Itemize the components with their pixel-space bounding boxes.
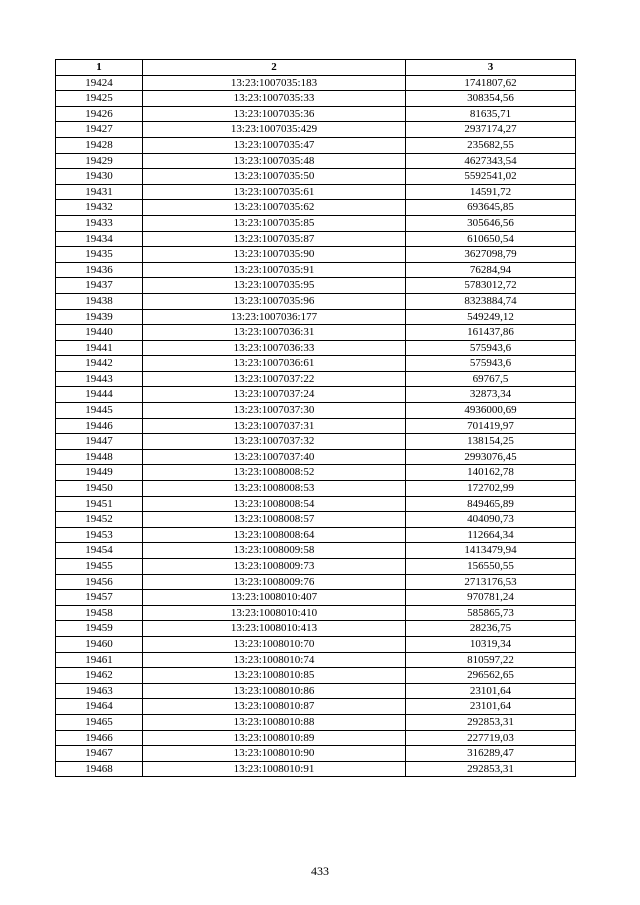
value-cell: 292853,31 [406,761,576,777]
cadastral-number-cell: 13:23:1007035:90 [143,247,406,263]
table-row [56,496,576,512]
table-row [56,91,576,107]
cadastral-number-cell: 13:23:1008010:85 [143,668,406,684]
table-row [56,543,576,559]
cadastral-number-cell: 13:23:1008008:64 [143,527,406,543]
table-row [56,200,576,216]
value-cell: 23101,64 [406,683,576,699]
table-row [56,574,576,590]
value-cell: 76284,94 [406,262,576,278]
row-number-cell: 19446 [56,418,143,434]
value-cell: 4936000,69 [406,403,576,419]
table-row [56,293,576,309]
row-number-cell: 19444 [56,387,143,403]
row-number-cell: 19448 [56,449,143,465]
cadastral-number-cell: 13:23:1007035:183 [143,75,406,91]
value-cell: 693645,85 [406,200,576,216]
cadastral-number-cell: 13:23:1007035:62 [143,200,406,216]
table-body [56,75,576,777]
value-cell: 10319,34 [406,636,576,652]
cadastral-number-cell: 13:23:1007037:24 [143,387,406,403]
table-row [56,527,576,543]
value-cell: 8323884,74 [406,293,576,309]
row-number-cell: 19438 [56,293,143,309]
value-cell: 585865,73 [406,605,576,621]
row-number-cell: 19428 [56,137,143,153]
cadastral-number-cell: 13:23:1007035:96 [143,293,406,309]
cadastral-number-cell: 13:23:1007037:32 [143,434,406,450]
row-number-cell: 19451 [56,496,143,512]
value-cell: 1741807,62 [406,75,576,91]
table-row [56,434,576,450]
value-cell: 138154,25 [406,434,576,450]
cadastral-number-cell: 13:23:1008010:413 [143,621,406,637]
table-row [56,387,576,403]
value-cell: 5592541,02 [406,169,576,185]
table-row [56,122,576,138]
page-number: 433 [311,864,329,878]
row-number-cell: 19429 [56,153,143,169]
row-number-cell: 19435 [56,247,143,263]
value-cell: 810597,22 [406,652,576,668]
column-header-3: 3 [406,60,576,76]
cadastral-number-cell: 13:23:1008010:70 [143,636,406,652]
cadastral-number-cell: 13:23:1007036:61 [143,356,406,372]
value-cell: 1413479,94 [406,543,576,559]
table-row [56,699,576,715]
cadastral-number-cell: 13:23:1007035:95 [143,278,406,294]
cadastral-number-cell: 13:23:1007037:40 [143,449,406,465]
cadastral-number-cell: 13:23:1007036:33 [143,340,406,356]
cadastral-number-cell: 13:23:1007035:50 [143,169,406,185]
table-row [56,449,576,465]
row-number-cell: 19432 [56,200,143,216]
value-cell: 308354,56 [406,91,576,107]
cadastral-number-cell: 13:23:1008010:86 [143,683,406,699]
value-cell: 5783012,72 [406,278,576,294]
table-row [56,356,576,372]
table-row [56,278,576,294]
row-number-cell: 19463 [56,683,143,699]
table-row [56,137,576,153]
row-number-cell: 19425 [56,91,143,107]
table-row [56,481,576,497]
value-cell: 575943,6 [406,340,576,356]
table-row [56,714,576,730]
table-row [56,683,576,699]
table-row [56,75,576,91]
value-cell: 316289,47 [406,746,576,762]
row-number-cell: 19434 [56,231,143,247]
value-cell: 2937174,27 [406,122,576,138]
row-number-cell: 19450 [56,481,143,497]
value-cell: 140162,78 [406,465,576,481]
value-cell: 4627343,54 [406,153,576,169]
row-number-cell: 19430 [56,169,143,185]
table-row [56,309,576,325]
table-row [56,231,576,247]
row-number-cell: 19456 [56,574,143,590]
cadastral-number-cell: 13:23:1008008:57 [143,512,406,528]
table-row [56,215,576,231]
column-header-1: 1 [56,60,143,76]
value-cell: 2993076,45 [406,449,576,465]
value-cell: 112664,34 [406,527,576,543]
cadastral-number-cell: 13:23:1008009:76 [143,574,406,590]
row-number-cell: 19462 [56,668,143,684]
value-cell: 404090,73 [406,512,576,528]
cadastral-number-cell: 13:23:1007035:61 [143,184,406,200]
cadastral-number-cell: 13:23:1008010:410 [143,605,406,621]
table-row [56,636,576,652]
table-row [56,465,576,481]
cadastral-number-cell: 13:23:1008010:89 [143,730,406,746]
value-cell: 575943,6 [406,356,576,372]
row-number-cell: 19457 [56,590,143,606]
value-cell: 3627098,79 [406,247,576,263]
row-number-cell: 19433 [56,215,143,231]
table-row [56,746,576,762]
table-row [56,340,576,356]
cadastral-number-cell: 13:23:1007035:91 [143,262,406,278]
cadastral-number-cell: 13:23:1008008:52 [143,465,406,481]
cadastral-number-cell: 13:23:1008008:53 [143,481,406,497]
value-cell: 292853,31 [406,714,576,730]
cadastral-number-cell: 13:23:1008009:58 [143,543,406,559]
cadastral-number-cell: 13:23:1008010:90 [143,746,406,762]
row-number-cell: 19424 [56,75,143,91]
value-cell: 296562,65 [406,668,576,684]
row-number-cell: 19466 [56,730,143,746]
row-number-cell: 19442 [56,356,143,372]
row-number-cell: 19458 [56,605,143,621]
value-cell: 701419,97 [406,418,576,434]
value-cell: 235682,55 [406,137,576,153]
table-row [56,512,576,528]
row-number-cell: 19439 [56,309,143,325]
row-number-cell: 19436 [56,262,143,278]
table-row [56,559,576,575]
value-cell: 81635,71 [406,106,576,122]
cadastral-number-cell: 13:23:1007035:85 [143,215,406,231]
row-number-cell: 19467 [56,746,143,762]
value-cell: 172702,99 [406,481,576,497]
cadastral-number-cell: 13:23:1008009:73 [143,559,406,575]
table-row [56,106,576,122]
column-header-2: 2 [143,60,406,76]
value-cell: 227719,03 [406,730,576,746]
cadastral-number-cell: 13:23:1007035:36 [143,106,406,122]
row-number-cell: 19455 [56,559,143,575]
cadastral-number-cell: 13:23:1007035:47 [143,137,406,153]
table-row [56,262,576,278]
table-row [56,590,576,606]
row-number-cell: 19460 [56,636,143,652]
row-number-cell: 19454 [56,543,143,559]
data-table [55,59,576,777]
value-cell: 305646,56 [406,215,576,231]
table-row [56,403,576,419]
cadastral-number-cell: 13:23:1007036:177 [143,309,406,325]
cadastral-number-cell: 13:23:1007035:48 [143,153,406,169]
cadastral-number-cell: 13:23:1008010:91 [143,761,406,777]
cadastral-number-cell: 13:23:1007037:22 [143,371,406,387]
value-cell: 32873,34 [406,387,576,403]
value-cell: 610650,54 [406,231,576,247]
cadastral-number-cell: 13:23:1007037:30 [143,403,406,419]
value-cell: 970781,24 [406,590,576,606]
value-cell: 69767,5 [406,371,576,387]
table-row [56,418,576,434]
table-row [56,605,576,621]
row-number-cell: 19453 [56,527,143,543]
table-row [56,184,576,200]
row-number-cell: 19449 [56,465,143,481]
table-row [56,325,576,341]
value-cell: 14591,72 [406,184,576,200]
table-row [56,730,576,746]
value-cell: 161437,86 [406,325,576,341]
table-header-row [56,60,576,76]
cadastral-number-cell: 13:23:1007036:31 [143,325,406,341]
row-number-cell: 19459 [56,621,143,637]
cadastral-number-cell: 13:23:1008010:407 [143,590,406,606]
row-number-cell: 19441 [56,340,143,356]
row-number-cell: 19427 [56,122,143,138]
value-cell: 2713176,53 [406,574,576,590]
cadastral-number-cell: 13:23:1007035:429 [143,122,406,138]
row-number-cell: 19461 [56,652,143,668]
table-row [56,621,576,637]
value-cell: 28236,75 [406,621,576,637]
table-row [56,169,576,185]
table-row [56,761,576,777]
row-number-cell: 19437 [56,278,143,294]
table-row [56,668,576,684]
table-row [56,371,576,387]
row-number-cell: 19447 [56,434,143,450]
table-row [56,652,576,668]
cadastral-number-cell: 13:23:1007035:87 [143,231,406,247]
value-cell: 156550,55 [406,559,576,575]
cadastral-number-cell: 13:23:1007037:31 [143,418,406,434]
value-cell: 549249,12 [406,309,576,325]
row-number-cell: 19452 [56,512,143,528]
cadastral-number-cell: 13:23:1008010:87 [143,699,406,715]
row-number-cell: 19445 [56,403,143,419]
row-number-cell: 19443 [56,371,143,387]
row-number-cell: 19426 [56,106,143,122]
cadastral-number-cell: 13:23:1008010:88 [143,714,406,730]
cadastral-number-cell: 13:23:1007035:33 [143,91,406,107]
value-cell: 849465,89 [406,496,576,512]
cadastral-number-cell: 13:23:1008008:54 [143,496,406,512]
row-number-cell: 19440 [56,325,143,341]
table-row [56,247,576,263]
row-number-cell: 19465 [56,714,143,730]
value-cell: 23101,64 [406,699,576,715]
row-number-cell: 19431 [56,184,143,200]
row-number-cell: 19468 [56,761,143,777]
table-row [56,153,576,169]
cadastral-number-cell: 13:23:1008010:74 [143,652,406,668]
row-number-cell: 19464 [56,699,143,715]
